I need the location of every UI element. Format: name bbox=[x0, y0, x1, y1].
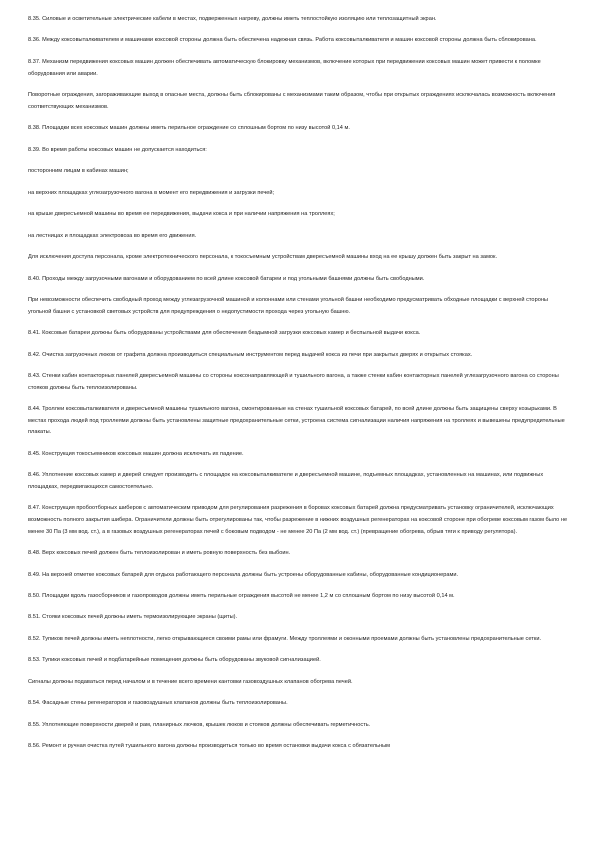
paragraph-8-52: 8.52. Тупиков печей должны иметь неплотности, легко открывающиеся своими рамы или фрамуги. Между троллеями и оконными проемами должны быть установлены предохранительные сетки. bbox=[28, 635, 542, 642]
paragraph-8-40-bypass: При невозможности обеспечить свободный проход между углезагрузочной машиной и колоннами или стенами угольной башни необходимо предусматривать обходные площадки с верхней стороны угольной башни с установкой световых устройств для предупреждения о недопустимости прохода через угольную башню. bbox=[28, 297, 548, 315]
paragraph-8-51: 8.51. Стояки коксовых печей должны иметь термоизолирующие экраны (щиты). bbox=[28, 614, 238, 621]
list-item-door-machine-roof: на крыше двересъемной машины во время ее передвижения, выдачи кокса и при наличии напряжения на троллеях; bbox=[28, 211, 335, 218]
document-page bbox=[28, 14, 568, 763]
paragraph-8-36: 8.36. Между коксовыталкивателем и машинами коксовой стороны должна быть обеспечена надежная связь. Работа коксовыталкивателя и машин коксовой стороны должна быть сблокирована. bbox=[28, 37, 537, 44]
paragraph-8-41: 8.41. Коксовые батареи должны быть оборудованы устройствами для обеспечения бездымной загрузки коксовых камер и беспыльной выдачи кокса. bbox=[28, 330, 421, 337]
paragraph-8-39: 8.39. Во время работы коксовых машин не допускается находиться: bbox=[28, 146, 207, 153]
paragraph-8-42: 8.42. Очистка загрузочных люков от графита должна производиться специальным инструментом перед выдачей кокса из печи при закрытых дверях и открытых стояках. bbox=[28, 351, 473, 358]
paragraph-8-47: 8.47. Конструкция пробоотборных шиберов с автоматическим приводом для регулирования разрежения в боровах коксовых батарей должна предусматривать установку ограничителей, исключающих возможность полного закрытия шибера. Ограничители должны быть отрегулированы так, чтобы разрежение в нижних воздушных регенераторах на коксовой стороне при обогреве коксовым газом было не менее 30 Па (3 мм вод. ст.), а в газовых воздушных регенераторах печей с боковым подводом - не менее 20 Па (2 мм вод. ст.) (превращение обогрева, обрыв тяги к приводу регулятора). bbox=[28, 505, 568, 535]
paragraph-8-45: 8.45. Конструкция токосъемников коксовых машин должна исключать их падение. bbox=[28, 450, 244, 457]
list-item-loading-car: на верхних площадках углезагрузочного вагона в момент его передвижения и загрузки печей; bbox=[28, 189, 275, 196]
list-item-outsiders: посторонним лицам в кабинах машин; bbox=[28, 168, 129, 175]
paragraph-8-48: 8.48. Верх коксовых печей должен быть теплоизолирован и иметь ровную поверхность без выбоин. bbox=[28, 550, 291, 557]
paragraph-8-53-signals: Сигналы должны подаваться перед началом и в течение всего времени кантовки газовоздушных клапанов обогрева печей. bbox=[28, 678, 353, 685]
paragraph-8-39-access: Для исключения доступа персонала, кроме электротехнического персонала, к токосъемным устройствам двересъемной машины вход на ее крышу должен быть закрыт на замок. bbox=[28, 254, 498, 261]
paragraph-8-49: 8.49. На верхней отметке коксовых батарей для отдыха работающего персонала должны быть устроены оборудованные кабины, оборудованные кондиционерами. bbox=[28, 571, 459, 578]
paragraph-8-44: 8.44. Троллеи коксовыталкивателя и двересъемной машины тушильного вагона, смонтированные на стенах тушильной коксовых батарей, по всей длине должны быть защищены сверху козырьками. В местах прохода людей под троллеями должны быть установлены защитные предохранительные сетки, устроена система сигнализации наличия напряжения на троллеях и вывешены предупредительные плакаты. bbox=[28, 406, 565, 436]
paragraph-8-35: 8.35. Силовые и осветительные электрические кабели в местах, подверженных нагреву, должны иметь теплостойкую изоляцию или теплозащитный экран. bbox=[28, 16, 437, 22]
paragraph-8-56: 8.56. Ремонт и ручная очистка путей тушильного вагона должны производиться только во время остановки выдачи кокса с обязательным bbox=[28, 743, 391, 750]
paragraph-8-54: 8.54. Фасадные стены регенераторов и газовоздушных клапанов должны быть теплоизолированы. bbox=[28, 700, 288, 707]
paragraph-8-55: 8.55. Уплотняющие поверхности дверей и рам, планирных лючков, крышек люков и стояков должны обеспечивать герметичность. bbox=[28, 721, 371, 728]
paragraph-8-37: 8.37. Механизм передвижения коксовых машин должен обеспечивать автоматическую блокировку механизмов, включение которых при передвижении коксовых машин может привести к поломке оборудования или аварии. bbox=[28, 58, 541, 77]
paragraph-8-40: 8.40. Проходы между загрузочными вагонами и оборудованием по всей длине коксовой батареи и под угольными башнями должны быть свободными. bbox=[28, 275, 425, 282]
paragraph-8-50: 8.50. Площадки вдоль газосборников и газопроводов должны иметь перильные ограждения высотой не менее 1,2 м со сплошным бортом по низу высотой 0,14 м. bbox=[28, 593, 455, 599]
paragraph-8-38: 8.38. Площадки всех коксовых машин должны иметь перильное ограждение со сплошным бортом по низу высотой 0,14 м. bbox=[28, 125, 350, 132]
paragraph-8-46: 8.46. Уплотнение коксовых камер и дверей следует производить с площадок на коксовыталкивателе и двересъемной машине, подъемных площадках, установленных на машинах, или подвижных площадках, передвигающихся самостоятельно. bbox=[28, 472, 544, 490]
paragraph-8-43: 8.43. Стенки кабин контакторных панелей двересъемной машины со стороны коксонаправляющей и тушильного вагона, а также стенки кабин контакторных панелей углезагрузочного вагона со стороны стояков должны быть теплоизолированы. bbox=[28, 373, 559, 391]
paragraph-8-37-guards: Поворотные ограждения, загораживающие выход в опасные места, должны быть сблокированы с механизмами таким образом, чтобы при открытых ограждениях исключалась возможность включения соответствующих механизмов. bbox=[28, 92, 556, 110]
paragraph-8-53: 8.53. Тупики коксовых печей и подбатарейные помещения должны быть оборудованы звуковой сигнализацией. bbox=[28, 657, 321, 664]
list-item-locomotive: на лестницах и площадках электровоза во время его движения. bbox=[28, 232, 197, 239]
